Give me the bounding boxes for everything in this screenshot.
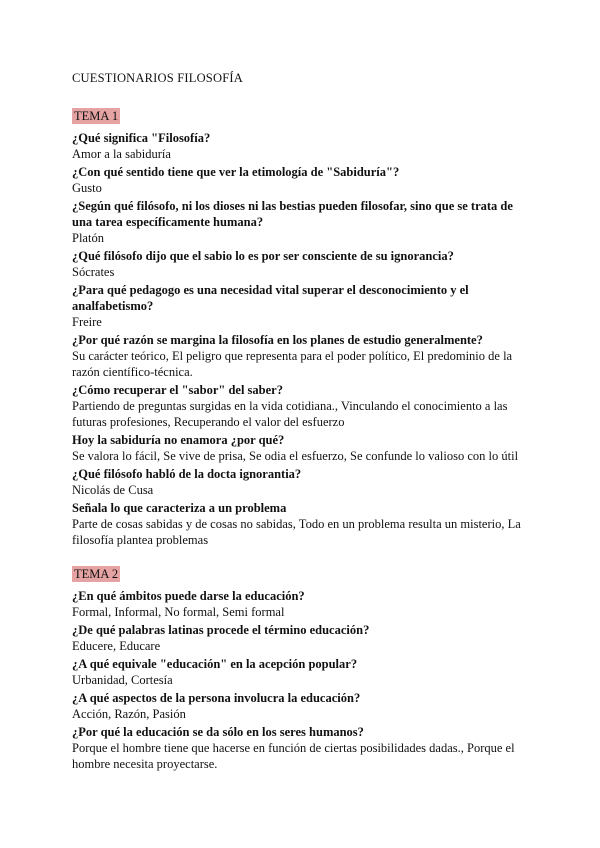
qa-item (72, 282, 532, 330)
question: Señala lo que caracteriza a un problema (72, 501, 287, 515)
answer: Su carácter teórico, El peligro que representa para el poder político, El predominio de la razón científico-técnica. (72, 349, 513, 379)
question: ¿A qué aspectos de la persona involucra la educación? (72, 691, 361, 705)
answer: Parte de cosas sabidas y de cosas no sabidas, Todo en un problema resulta un misterio, La filosofía plantea problemas (72, 517, 521, 547)
section-heading: TEMA 1 (74, 109, 119, 123)
qa-item (72, 724, 532, 772)
answer: Freire (72, 315, 102, 329)
question: ¿Cómo recuperar el "sabor" del saber? (72, 383, 283, 397)
section-tema-2 (72, 566, 532, 774)
answer: Amor a la sabiduría (72, 147, 171, 161)
qa-item (72, 432, 532, 464)
question: ¿Con qué sentido tiene que ver la etimología de "Sabiduría"? (72, 165, 400, 179)
qa-item (72, 248, 532, 280)
qa-item (72, 466, 532, 498)
question: ¿Qué significa "Filosofía? (72, 131, 211, 145)
section-heading: TEMA 2 (74, 567, 119, 581)
qa-item (72, 622, 532, 654)
answer: Formal, Informal, No formal, Semi formal (72, 605, 285, 619)
question: ¿A qué equivale "educación" en la acepción popular? (72, 657, 358, 671)
qa-item (72, 332, 532, 380)
answer: Nicolás de Cusa (72, 483, 154, 497)
answer: Sócrates (72, 265, 115, 279)
qa-item (72, 130, 532, 162)
question: ¿Para qué pedagogo es una necesidad vital superar el desconocimiento y el analfabetismo? (72, 283, 469, 313)
qa-item (72, 690, 532, 722)
question: Hoy la sabiduría no enamora ¿por qué? (72, 433, 285, 447)
answer: Porque el hombre tiene que hacerse en función de ciertas posibilidades dadas., Porque el hombre necesita proyectarse. (72, 741, 515, 771)
answer: Se valora lo fácil, Se vive de prisa, Se odia el esfuerzo, Se confunde lo valioso con lo útil (72, 449, 519, 463)
answer: Educere, Educare (72, 639, 161, 653)
qa-item (72, 500, 532, 548)
question: ¿Por qué la educación se da sólo en los seres humanos? (72, 725, 364, 739)
answer: Acción, Razón, Pasión (72, 707, 186, 721)
qa-item (72, 382, 532, 430)
qa-item (72, 198, 532, 246)
answer: Partiendo de preguntas surgidas en la vida cotidiana., Vinculando el conocimiento a las futuras profesiones, Recuperando el valor del esfuerzo (72, 399, 508, 429)
qa-item (72, 164, 532, 196)
qa-item (72, 588, 532, 620)
answer: Urbanidad, Cortesía (72, 673, 173, 687)
question: ¿De qué palabras latinas procede el término educación? (72, 623, 370, 637)
answer: Platón (72, 231, 104, 245)
answer: Gusto (72, 181, 102, 195)
document-title: CUESTIONARIOS FILOSOFÍA (72, 71, 243, 85)
question: ¿Según qué filósofo, ni los dioses ni las bestias pueden filosofar, sino que se trata de una tarea específicamente humana? (72, 199, 513, 229)
question: ¿Qué filósofo dijo que el sabio lo es por ser consciente de su ignorancia? (72, 249, 454, 263)
question: ¿Qué filósofo habló de la docta ignorantia? (72, 467, 302, 481)
question: ¿En qué ámbitos puede darse la educación? (72, 589, 305, 603)
qa-item (72, 656, 532, 688)
section-tema-1 (72, 108, 532, 550)
question: ¿Por qué razón se margina la filosofía en los planes de estudio generalmente? (72, 333, 483, 347)
